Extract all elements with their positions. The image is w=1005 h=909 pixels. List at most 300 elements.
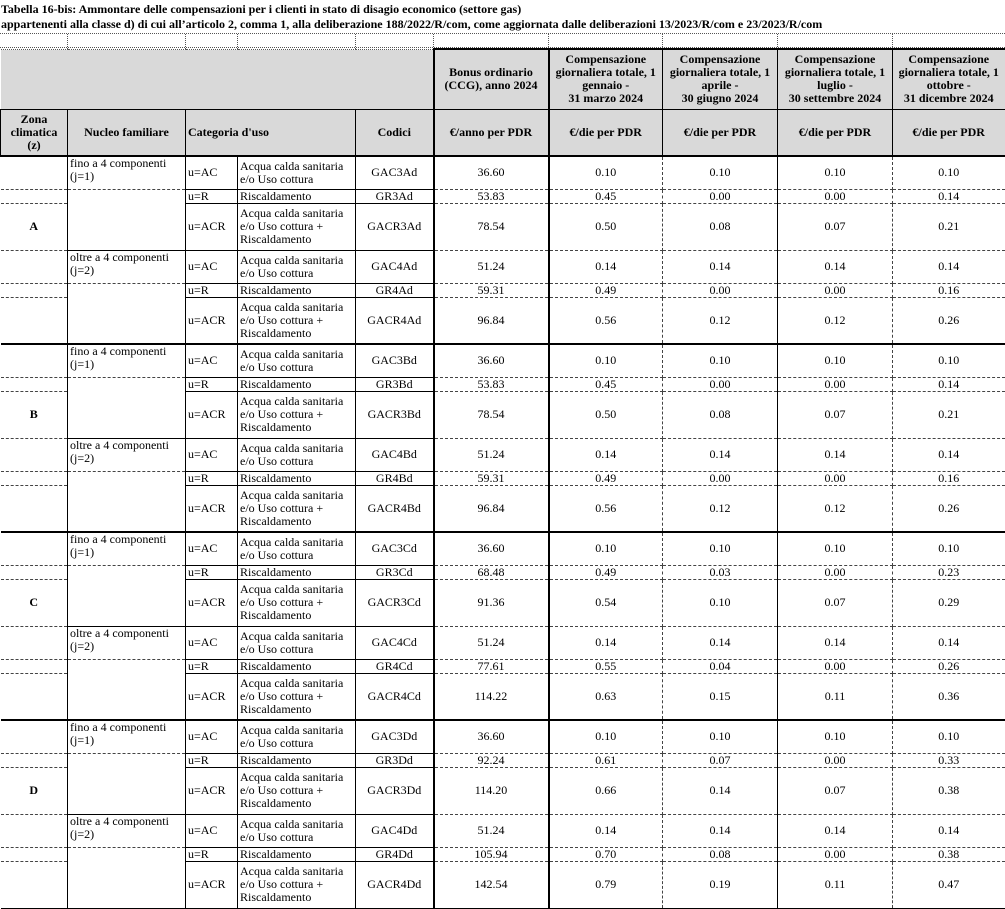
quarter-value-cell: 0.29 xyxy=(893,579,1005,626)
nucleo-label: fino a 4 componenti xyxy=(70,532,166,546)
usage-code-cell xyxy=(186,250,238,283)
quarter-value-cell: 0.07 xyxy=(778,203,893,250)
usage-code: u=R xyxy=(188,377,209,391)
usage-description: Acqua calda sanitaria xyxy=(240,253,343,267)
quarter-value-cell: 0.45 xyxy=(549,377,663,391)
quarter-value-cell: 0.66 xyxy=(549,767,663,814)
zone-label: B xyxy=(30,407,38,421)
header-q4-line: ottobre - xyxy=(927,78,971,92)
usage-description: e/o Uso cottura + xyxy=(240,407,323,421)
nucleo-label: (j=2) xyxy=(70,827,94,841)
zone-cell xyxy=(1,847,68,861)
usage-code-cell xyxy=(186,156,238,189)
quarter-value-cell: 0.21 xyxy=(893,391,1005,438)
usage-code-cell xyxy=(186,189,238,203)
usage-description-cell xyxy=(238,659,356,673)
header-bonus: Bonus ordinario (CCG), anno 2024 xyxy=(434,49,549,109)
quarter-value-cell: 0.14 xyxy=(893,250,1005,283)
usage-description-cell xyxy=(238,579,356,626)
quarter-value-cell: 0.70 xyxy=(549,847,663,861)
subheader-categoria: Categoria d'uso xyxy=(186,109,356,156)
quarter-value-cell: 0.10 xyxy=(778,156,893,189)
usage-code: u=ACR xyxy=(188,501,225,515)
quarter-value-cell: 0.10 xyxy=(893,532,1005,565)
subheader-zona-line: (z) xyxy=(27,138,40,152)
usage-code: u=AC xyxy=(188,729,217,743)
nucleo-label: (j=1) xyxy=(70,357,94,371)
header-q3-line: luglio - xyxy=(817,78,853,92)
code-cell: GAC4Cd xyxy=(356,626,434,659)
bonus-value-cell: 59.31 xyxy=(434,283,549,297)
header-q3-line: giornaliera totale, 1 xyxy=(785,65,885,79)
usage-code-cell xyxy=(186,847,238,861)
code-cell: GR4Ad xyxy=(356,283,434,297)
spacer-row xyxy=(0,33,1005,48)
usage-code: u=AC xyxy=(188,447,217,461)
code-cell: GACR3Cd xyxy=(356,579,434,626)
usage-description: Acqua calda sanitaria xyxy=(240,864,343,878)
table-row xyxy=(1,565,1005,579)
usage-description: e/o Uso cottura + xyxy=(240,689,323,703)
usage-code-cell xyxy=(186,391,238,438)
usage-code: u=ACR xyxy=(188,877,225,891)
table-row xyxy=(1,156,1005,189)
quarter-value-cell: 0.03 xyxy=(663,565,778,579)
quarter-value-cell: 0.10 xyxy=(778,532,893,565)
bonus-value-cell: 78.54 xyxy=(434,391,549,438)
usage-description: Riscaldamento xyxy=(240,514,311,528)
bonus-value-cell: 105.94 xyxy=(434,847,549,861)
usage-code: u=AC xyxy=(188,353,217,367)
usage-code: u=R xyxy=(188,283,209,297)
quarter-value-cell: 0.23 xyxy=(893,565,1005,579)
usage-description-cell xyxy=(238,814,356,847)
quarter-value-cell: 0.14 xyxy=(663,626,778,659)
usage-description: Acqua calda sanitaria xyxy=(240,159,343,173)
usage-description-cell xyxy=(238,471,356,485)
quarter-value-cell: 0.04 xyxy=(663,659,778,673)
usage-description-cell xyxy=(238,391,356,438)
table-row xyxy=(1,391,1005,438)
nucleo-cell xyxy=(68,767,186,814)
quarter-value-cell: 0.10 xyxy=(663,156,778,189)
zone-cell xyxy=(1,673,68,720)
nucleo-cell xyxy=(68,344,186,377)
usage-code-cell xyxy=(186,673,238,720)
usage-description-cell xyxy=(238,250,356,283)
table-row xyxy=(1,579,1005,626)
bonus-value-cell: 36.60 xyxy=(434,156,549,189)
usage-description: e/o Uso cottura + xyxy=(240,501,323,515)
header-q1-line: Compensazione xyxy=(565,52,646,66)
code-cell: GACR4Bd xyxy=(356,485,434,532)
quarter-value-cell: 0.00 xyxy=(663,377,778,391)
usage-description: e/o Uso cottura + xyxy=(240,595,323,609)
bonus-value-cell: 114.22 xyxy=(434,673,549,720)
quarter-value-cell: 0.19 xyxy=(663,861,778,908)
table-row xyxy=(1,189,1005,203)
header-q3-line: 30 settembre 2024 xyxy=(789,91,881,105)
code-cell: GACR3Ad xyxy=(356,203,434,250)
quarter-value-cell: 0.38 xyxy=(893,847,1005,861)
usage-code-cell xyxy=(186,377,238,391)
bonus-value-cell: 36.60 xyxy=(434,720,549,753)
subheader-zona-line: climatica xyxy=(11,125,58,139)
usage-code-cell xyxy=(186,579,238,626)
usage-code: u=R xyxy=(188,471,209,485)
quarter-value-cell: 0.07 xyxy=(778,579,893,626)
zone-label: C xyxy=(29,595,38,609)
nucleo-cell xyxy=(68,471,186,485)
quarter-value-cell: 0.00 xyxy=(778,659,893,673)
code-cell: GAC3Bd xyxy=(356,344,434,377)
usage-description: Riscaldamento xyxy=(240,890,311,904)
header-q2-line: 30 giugno 2024 xyxy=(682,91,759,105)
nucleo-label: (j=1) xyxy=(70,169,94,183)
quarter-value-cell: 0.10 xyxy=(663,344,778,377)
table-row xyxy=(1,814,1005,847)
usage-description: e/o Uso cottura xyxy=(240,736,313,750)
nucleo-cell xyxy=(68,283,186,297)
usage-description-cell xyxy=(238,673,356,720)
usage-description: Riscaldamento xyxy=(240,326,311,340)
nucleo-label: (j=2) xyxy=(70,451,94,465)
usage-description-cell xyxy=(238,847,356,861)
quarter-value-cell: 0.00 xyxy=(778,565,893,579)
code-cell: GAC3Ad xyxy=(356,156,434,189)
zone-cell xyxy=(1,377,68,391)
usage-description: Riscaldamento xyxy=(240,847,311,861)
table-row xyxy=(1,532,1005,565)
bonus-value-cell: 78.54 xyxy=(434,203,549,250)
code-cell: GR4Bd xyxy=(356,471,434,485)
quarter-value-cell: 0.79 xyxy=(549,861,663,908)
usage-description: Riscaldamento xyxy=(240,232,311,246)
quarter-value-cell: 0.50 xyxy=(549,203,663,250)
header-q2-line: giornaliera totale, 1 xyxy=(670,65,770,79)
bonus-value-cell: 53.83 xyxy=(434,377,549,391)
nucleo-cell xyxy=(68,532,186,565)
usage-description: Riscaldamento xyxy=(240,608,311,622)
code-cell: GACR3Bd xyxy=(356,391,434,438)
subheader-zona xyxy=(1,109,68,156)
quarter-value-cell: 0.14 xyxy=(663,438,778,471)
usage-code: u=R xyxy=(188,753,209,767)
nucleo-cell xyxy=(68,847,186,861)
zone-label: A xyxy=(29,219,38,233)
nucleo-label: oltre a 4 componenti xyxy=(70,250,169,264)
usage-code-cell xyxy=(186,659,238,673)
usage-description-cell xyxy=(238,156,356,189)
header-q2-line: aprile - xyxy=(702,78,739,92)
usage-code: u=AC xyxy=(188,165,217,179)
usage-code: u=ACR xyxy=(188,595,225,609)
nucleo-cell xyxy=(68,673,186,720)
quarter-value-cell: 0.00 xyxy=(663,283,778,297)
table-subtitle: appartenenti alla classe d) di cui all’articolo 2, comma 1, alla deliberazione 188/2022/R/com, come aggiornata dalle deliberazioni 13/2023/R/com e 23/2023/R/com xyxy=(1,17,822,31)
nucleo-label: (j=1) xyxy=(70,733,94,747)
usage-code: u=R xyxy=(188,565,209,579)
quarter-value-cell: 0.14 xyxy=(663,767,778,814)
header-q4-line: giornaliera totale, 1 xyxy=(899,65,999,79)
quarter-value-cell: 0.10 xyxy=(893,344,1005,377)
header-q1 xyxy=(549,49,663,109)
code-cell: GR4Dd xyxy=(356,847,434,861)
usage-code-cell xyxy=(186,753,238,767)
table-row xyxy=(1,250,1005,283)
quarter-value-cell: 0.33 xyxy=(893,753,1005,767)
nucleo-cell xyxy=(68,753,186,767)
quarter-value-cell: 0.00 xyxy=(778,471,893,485)
nucleo-label: fino a 4 componenti xyxy=(70,720,166,734)
quarter-value-cell: 0.00 xyxy=(778,189,893,203)
table-row xyxy=(1,203,1005,250)
usage-code-cell xyxy=(186,471,238,485)
usage-description: Acqua calda sanitaria xyxy=(240,817,343,831)
quarter-value-cell: 0.10 xyxy=(549,156,663,189)
code-cell: GACR4Ad xyxy=(356,297,434,344)
usage-description-cell xyxy=(238,720,356,753)
quarter-value-cell: 0.00 xyxy=(778,377,893,391)
usage-description: Acqua calda sanitaria xyxy=(240,676,343,690)
quarter-value-cell: 0.00 xyxy=(663,471,778,485)
quarter-value-cell: 0.49 xyxy=(549,283,663,297)
nucleo-cell xyxy=(68,156,186,189)
usage-description: Acqua calda sanitaria xyxy=(240,441,343,455)
nucleo-cell xyxy=(68,438,186,471)
usage-description: Riscaldamento xyxy=(240,753,311,767)
zone-cell xyxy=(1,250,68,283)
quarter-value-cell: 0.14 xyxy=(778,626,893,659)
quarter-value-cell: 0.14 xyxy=(778,438,893,471)
quarter-value-cell: 0.11 xyxy=(778,861,893,908)
quarter-value-cell: 0.10 xyxy=(663,720,778,753)
usage-code: u=R xyxy=(188,847,209,861)
usage-description: Acqua calda sanitaria xyxy=(240,488,343,502)
zone-cell xyxy=(1,438,68,471)
quarter-value-cell: 0.14 xyxy=(549,814,663,847)
quarter-value-cell: 0.00 xyxy=(663,189,778,203)
zone-cell xyxy=(1,283,68,297)
table-row xyxy=(1,283,1005,297)
bonus-value-cell: 59.31 xyxy=(434,471,549,485)
quarter-value-cell: 0.10 xyxy=(549,344,663,377)
quarter-value-cell: 0.14 xyxy=(893,438,1005,471)
usage-description: Riscaldamento xyxy=(240,565,311,579)
nucleo-cell xyxy=(68,189,186,203)
bonus-value-cell: 53.83 xyxy=(434,189,549,203)
quarter-value-cell: 0.07 xyxy=(663,753,778,767)
usage-code: u=R xyxy=(188,659,209,673)
usage-description: Acqua calda sanitaria xyxy=(240,206,343,220)
header-q4-line: Compensazione xyxy=(908,52,989,66)
usage-description: Riscaldamento xyxy=(240,659,311,673)
subheader-row xyxy=(1,109,1005,156)
bonus-value-cell: 77.61 xyxy=(434,659,549,673)
nucleo-cell xyxy=(68,720,186,753)
bonus-value-cell: 51.24 xyxy=(434,814,549,847)
usage-description: Riscaldamento xyxy=(240,283,311,297)
nucleo-label: oltre a 4 componenti xyxy=(70,814,169,828)
quarter-value-cell: 0.14 xyxy=(778,250,893,283)
usage-description-cell xyxy=(238,377,356,391)
usage-description-cell xyxy=(238,297,356,344)
compensation-table xyxy=(0,48,1005,909)
code-cell: GAC3Dd xyxy=(356,720,434,753)
usage-code-cell xyxy=(186,283,238,297)
subheader-unit-day: €/die per PDR xyxy=(663,109,778,156)
table-row xyxy=(1,344,1005,377)
quarter-value-cell: 0.56 xyxy=(549,485,663,532)
quarter-value-cell: 0.10 xyxy=(663,532,778,565)
usage-description-cell xyxy=(238,189,356,203)
header-q2-line: Compensazione xyxy=(680,52,761,66)
quarter-value-cell: 0.10 xyxy=(549,720,663,753)
quarter-value-cell: 0.54 xyxy=(549,579,663,626)
bonus-value-cell: 142.54 xyxy=(434,861,549,908)
usage-description: e/o Uso cottura + xyxy=(240,313,323,327)
table-row xyxy=(1,626,1005,659)
subheader-nucleo: Nucleo familiare xyxy=(68,109,186,156)
code-cell: GACR3Dd xyxy=(356,767,434,814)
usage-code: u=AC xyxy=(188,259,217,273)
nucleo-cell xyxy=(68,377,186,391)
quarter-value-cell: 0.14 xyxy=(549,626,663,659)
bonus-value-cell: 68.48 xyxy=(434,565,549,579)
code-cell: GR3Ad xyxy=(356,189,434,203)
zone-cell xyxy=(1,814,68,847)
header-q1-line: 31 marzo 2024 xyxy=(568,91,643,105)
nucleo-label: (j=1) xyxy=(70,545,94,559)
usage-description-cell xyxy=(238,767,356,814)
usage-description: e/o Uso cottura xyxy=(240,266,313,280)
bonus-value-cell: 51.24 xyxy=(434,250,549,283)
usage-code-cell xyxy=(186,626,238,659)
bonus-value-cell: 51.24 xyxy=(434,438,549,471)
header-row xyxy=(1,49,1005,109)
quarter-value-cell: 0.55 xyxy=(549,659,663,673)
zone-cell xyxy=(1,720,68,753)
quarter-value-cell: 0.10 xyxy=(893,156,1005,189)
usage-code-cell xyxy=(186,767,238,814)
usage-description-cell xyxy=(238,438,356,471)
quarter-value-cell: 0.14 xyxy=(549,250,663,283)
nucleo-label: oltre a 4 componenti xyxy=(70,438,169,452)
quarter-value-cell: 0.47 xyxy=(893,861,1005,908)
nucleo-label: (j=2) xyxy=(70,639,94,653)
table-row xyxy=(1,377,1005,391)
quarter-value-cell: 0.10 xyxy=(893,720,1005,753)
quarter-value-cell: 0.36 xyxy=(893,673,1005,720)
usage-code-cell xyxy=(186,720,238,753)
subheader-zona-line: Zona xyxy=(21,112,48,126)
usage-code: u=ACR xyxy=(188,689,225,703)
header-q2 xyxy=(663,49,778,109)
nucleo-label: (j=2) xyxy=(70,263,94,277)
quarter-value-cell: 0.14 xyxy=(893,377,1005,391)
usage-description: Acqua calda sanitaria xyxy=(240,394,343,408)
zone-cell xyxy=(1,344,68,377)
quarter-value-cell: 0.08 xyxy=(663,391,778,438)
quarter-value-cell: 0.10 xyxy=(663,579,778,626)
quarter-value-cell: 0.08 xyxy=(663,847,778,861)
usage-description-cell xyxy=(238,626,356,659)
zone-cell xyxy=(1,532,68,565)
code-cell: GACR4Cd xyxy=(356,673,434,720)
code-cell: GACR4Dd xyxy=(356,861,434,908)
zone-cell xyxy=(1,626,68,659)
table-row xyxy=(1,659,1005,673)
table-row xyxy=(1,297,1005,344)
nucleo-cell xyxy=(68,485,186,532)
zone-cell xyxy=(1,753,68,767)
bonus-value-cell: 51.24 xyxy=(434,626,549,659)
quarter-value-cell: 0.14 xyxy=(778,814,893,847)
usage-code: u=AC xyxy=(188,541,217,555)
code-cell: GAC3Cd xyxy=(356,532,434,565)
quarter-value-cell: 0.21 xyxy=(893,203,1005,250)
usage-code-cell xyxy=(186,485,238,532)
usage-code: u=ACR xyxy=(188,407,225,421)
usage-code: u=AC xyxy=(188,823,217,837)
usage-description: Acqua calda sanitaria xyxy=(240,582,343,596)
zone-cell xyxy=(1,297,68,344)
quarter-value-cell: 0.14 xyxy=(893,626,1005,659)
quarter-value-cell: 0.14 xyxy=(893,814,1005,847)
usage-code: u=ACR xyxy=(188,783,225,797)
usage-description-cell xyxy=(238,485,356,532)
usage-description: Acqua calda sanitaria xyxy=(240,347,343,361)
quarter-value-cell: 0.49 xyxy=(549,471,663,485)
quarter-value-cell: 0.12 xyxy=(778,297,893,344)
quarter-value-cell: 0.00 xyxy=(778,753,893,767)
usage-description-cell xyxy=(238,753,356,767)
bonus-value-cell: 96.84 xyxy=(434,485,549,532)
quarter-value-cell: 0.49 xyxy=(549,565,663,579)
code-cell: GR3Cd xyxy=(356,565,434,579)
zone-cell xyxy=(1,203,68,250)
quarter-value-cell: 0.61 xyxy=(549,753,663,767)
usage-description-cell xyxy=(238,344,356,377)
code-cell: GR4Cd xyxy=(356,659,434,673)
nucleo-cell xyxy=(68,203,186,250)
table-row xyxy=(1,485,1005,532)
header-q1-line: gennaio - xyxy=(582,78,629,92)
usage-description: Acqua calda sanitaria xyxy=(240,300,343,314)
quarter-value-cell: 0.12 xyxy=(663,297,778,344)
usage-description-cell xyxy=(238,565,356,579)
usage-description-cell xyxy=(238,283,356,297)
usage-description: Riscaldamento xyxy=(240,471,311,485)
subheader-unit-day: €/die per PDR xyxy=(549,109,663,156)
usage-description: Acqua calda sanitaria xyxy=(240,629,343,643)
quarter-value-cell: 0.10 xyxy=(778,344,893,377)
usage-code: u=ACR xyxy=(188,219,225,233)
zone-cell xyxy=(1,485,68,532)
nucleo-cell xyxy=(68,297,186,344)
nucleo-cell xyxy=(68,565,186,579)
table-row xyxy=(1,753,1005,767)
quarter-value-cell: 0.14 xyxy=(549,438,663,471)
header-blank xyxy=(1,49,434,109)
nucleo-cell xyxy=(68,579,186,626)
usage-description: e/o Uso cottura + xyxy=(240,219,323,233)
table-row xyxy=(1,471,1005,485)
bonus-value-cell: 91.36 xyxy=(434,579,549,626)
usage-description: Riscaldamento xyxy=(240,189,311,203)
nucleo-cell xyxy=(68,250,186,283)
subheader-unit-day: €/die per PDR xyxy=(778,109,893,156)
